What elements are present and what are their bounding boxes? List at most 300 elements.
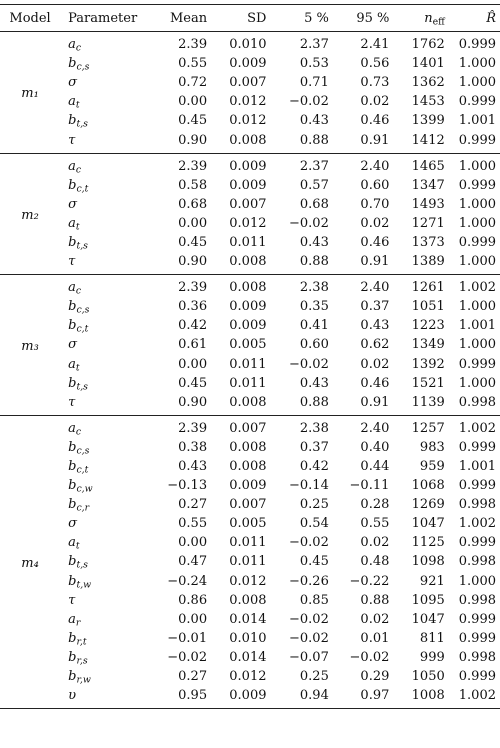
parameter-symbol: τ: [68, 254, 76, 270]
table-row: [0, 415, 500, 438]
parameter-cell: [60, 415, 142, 438]
model-cell: [0, 275, 60, 416]
table-row: [0, 176, 500, 195]
rhat-cell: 1.002: [458, 688, 496, 704]
parameter-symbol: $b_{r,s}$: [68, 649, 88, 667]
p95-cell: 0.02: [360, 356, 390, 372]
mean-cell: 2.39: [178, 420, 208, 436]
p5-cell: 0.25: [299, 669, 329, 685]
header-rhat: [451, 5, 500, 32]
mean-cell: −0.13: [167, 478, 208, 494]
table-row: [0, 572, 500, 591]
mean-cell: −0.01: [167, 630, 208, 646]
rhat-cell: 1.000: [458, 254, 496, 270]
table-row: [0, 54, 500, 73]
parameter-cell: [60, 629, 142, 648]
mean-cell: 2.39: [178, 158, 208, 174]
parameter-symbol: σ: [68, 337, 77, 353]
p5-cell: 0.94: [299, 688, 329, 704]
rhat-symbol: R̂: [486, 10, 496, 26]
parameter-symbol: τ: [68, 592, 76, 608]
sd-cell: 0.012: [229, 669, 267, 685]
p5-cell: −0.02: [289, 94, 329, 110]
table-row: [0, 476, 500, 495]
neff-cell: 1271: [411, 215, 445, 231]
rhat-cell: 1.002: [458, 420, 496, 436]
rhat-cell: 1.000: [458, 299, 496, 315]
sd-cell: 0.012: [229, 573, 267, 589]
mean-cell: −0.24: [167, 573, 208, 589]
p5-cell: 0.42: [299, 459, 329, 475]
parameter-symbol: σ: [68, 516, 77, 532]
sd-cell: 0.008: [229, 592, 267, 608]
rhat-cell: 1.001: [458, 318, 496, 334]
parameter-cell: [60, 32, 142, 55]
p5-cell: −0.14: [289, 478, 329, 494]
table-row: [0, 438, 500, 457]
table-row: [0, 355, 500, 374]
p5-cell: 0.41: [299, 318, 329, 334]
sd-cell: 0.010: [229, 630, 267, 646]
neff-cell: 1392: [411, 356, 445, 372]
table-row: [0, 533, 500, 552]
p95-cell: 0.46: [360, 234, 390, 250]
sd-cell: 0.010: [229, 37, 267, 53]
neff-cell: 1008: [411, 688, 445, 704]
p95-cell: 0.43: [360, 318, 390, 334]
table-row: [0, 393, 500, 416]
p5-cell: 0.57: [299, 177, 329, 193]
p95-cell: 0.01: [360, 630, 390, 646]
parameter-symbol: $b_{c,t}$: [68, 318, 89, 335]
neff-cell: 1399: [411, 113, 445, 129]
neff-cell: 1098: [411, 554, 445, 570]
header-p95: 95 %: [335, 5, 396, 32]
rhat-cell: 1.000: [458, 75, 496, 91]
sd-cell: 0.008: [229, 439, 267, 455]
header-sd: SD: [213, 5, 272, 32]
sd-cell: 0.012: [229, 215, 267, 231]
p95-cell: 0.91: [360, 394, 390, 410]
parameter-symbol: $b_{c,w}$: [68, 478, 93, 495]
mean-cell: 2.39: [178, 280, 208, 296]
p95-cell: −0.11: [349, 478, 390, 494]
parameter-symbol: $b_{r,t}$: [68, 630, 87, 648]
p95-cell: 0.02: [360, 535, 390, 551]
neff-cell: 1095: [411, 592, 445, 608]
parameter-symbol: $a_c$: [68, 37, 82, 54]
p5-cell: 0.53: [299, 56, 329, 72]
header-row: [0, 5, 500, 32]
table-header: [0, 5, 500, 32]
mean-cell: 0.45: [178, 375, 208, 391]
model-cell: [0, 415, 60, 708]
parameter-symbol: $b_{c,t}$: [68, 459, 89, 476]
parameter-symbol: $a_c$: [68, 280, 82, 297]
table-row: [0, 686, 500, 709]
p95-cell: 0.48: [360, 554, 390, 570]
mean-cell: 0.00: [178, 356, 208, 372]
sd-cell: 0.008: [229, 132, 267, 148]
header-neff: [395, 5, 450, 32]
rhat-cell: 0.998: [458, 394, 496, 410]
parameter-cell: [60, 533, 142, 552]
sd-cell: 0.009: [229, 478, 267, 494]
table-row: [0, 335, 500, 354]
neff-cell: 1362: [411, 75, 445, 91]
neff-cell: 1349: [411, 337, 445, 353]
parameter-cell: [60, 476, 142, 495]
parameter-symbol: $b_{t,s}$: [68, 375, 88, 393]
model-label: m₁: [21, 86, 39, 102]
header-model: Model: [0, 5, 60, 32]
p5-cell: 0.54: [299, 516, 329, 532]
p5-cell: 0.85: [299, 592, 329, 608]
p95-cell: 0.02: [360, 215, 390, 231]
p95-cell: 0.73: [360, 75, 390, 91]
neff-cell: 1139: [411, 394, 445, 410]
parameter-symbol: $a_c$: [68, 158, 82, 176]
parameter-cell: [60, 686, 142, 709]
table-row: [0, 552, 500, 571]
p5-cell: 0.60: [299, 337, 329, 353]
parameter-symbol: σ: [68, 196, 77, 212]
table-row: [0, 233, 500, 252]
table-row: [0, 92, 500, 111]
model-label: m₄: [21, 555, 39, 571]
sd-cell: 0.008: [229, 280, 267, 296]
neff-cell: 999: [419, 649, 445, 665]
p95-cell: 2.41: [360, 37, 390, 53]
p5-cell: 0.35: [299, 299, 329, 315]
neff-cell: 1465: [411, 158, 445, 174]
neff-cell: 921: [419, 573, 445, 589]
table-row: [0, 111, 500, 130]
parameter-cell: [60, 92, 142, 111]
model-group: [0, 32, 500, 154]
rhat-cell: 0.999: [458, 669, 496, 685]
parameter-symbol: $b_{c,s}$: [68, 56, 90, 73]
rhat-cell: 1.000: [458, 375, 496, 391]
neff-cell: 1347: [411, 177, 445, 193]
sd-cell: 0.009: [229, 688, 267, 704]
neff-cell: 1047: [411, 516, 445, 532]
rhat-cell: 1.000: [458, 158, 496, 174]
model-label: m₂: [21, 207, 39, 223]
table-row: [0, 667, 500, 686]
neff-cell: 1125: [411, 535, 445, 551]
p95-cell: 0.60: [360, 177, 390, 193]
sd-cell: 0.011: [229, 535, 267, 551]
p5-cell: −0.02: [289, 356, 329, 372]
rhat-cell: 0.999: [458, 177, 496, 193]
mean-cell: 0.00: [178, 215, 208, 231]
model-cell: [0, 153, 60, 275]
rhat-cell: 1.000: [458, 215, 496, 231]
mean-cell: 0.95: [178, 688, 208, 704]
sd-cell: 0.005: [229, 337, 267, 353]
table-row: [0, 648, 500, 667]
rhat-cell: 0.999: [458, 132, 496, 148]
parameter-cell: [60, 297, 142, 316]
parameter-cell: [60, 153, 142, 176]
p5-cell: 0.25: [299, 497, 329, 513]
rhat-cell: 0.999: [458, 356, 496, 372]
rhat-cell: 0.999: [458, 630, 496, 646]
p5-cell: 2.37: [299, 37, 329, 53]
neff-cell: 1051: [411, 299, 445, 315]
parameter-symbol: $a_c$: [68, 420, 82, 438]
mean-cell: 0.58: [178, 177, 208, 193]
header-mean: Mean: [142, 5, 213, 32]
sd-cell: 0.007: [229, 196, 267, 212]
neff-cell: 1269: [411, 497, 445, 513]
parameter-cell: [60, 374, 142, 393]
rhat-cell: 1.002: [458, 516, 496, 532]
parameter-symbol: $b_{c,s}$: [68, 439, 90, 457]
p95-cell: −0.22: [349, 573, 390, 589]
p95-cell: 0.28: [360, 497, 390, 513]
p95-cell: 0.97: [360, 688, 390, 704]
model-cell: [0, 32, 60, 154]
table-row: [0, 374, 500, 393]
rhat-cell: 0.998: [458, 497, 496, 513]
rhat-cell: 0.999: [458, 439, 496, 455]
p5-cell: −0.02: [289, 215, 329, 231]
rhat-cell: 0.998: [458, 592, 496, 608]
neff-cell: 1223: [411, 318, 445, 334]
sd-cell: 0.009: [229, 158, 267, 174]
parameter-symbol: $b_{r,w}$: [68, 669, 91, 686]
parameter-cell: [60, 514, 142, 533]
parameter-cell: [60, 111, 142, 130]
parameter-symbol: $a_t$: [68, 94, 80, 111]
sd-cell: 0.009: [229, 318, 267, 334]
parameter-cell: [60, 393, 142, 416]
p5-cell: 0.43: [299, 234, 329, 250]
p5-cell: 0.88: [299, 394, 329, 410]
table-row: [0, 275, 500, 298]
parameter-cell: [60, 648, 142, 667]
table-row: [0, 514, 500, 533]
mean-cell: 0.36: [178, 299, 208, 315]
p95-cell: 2.40: [360, 280, 390, 296]
parameter-cell: [60, 195, 142, 214]
parameter-cell: [60, 495, 142, 514]
mean-cell: 0.55: [178, 516, 208, 532]
parameter-cell: [60, 176, 142, 195]
sd-cell: 0.007: [229, 75, 267, 91]
rhat-cell: 0.999: [458, 611, 496, 627]
mean-cell: 0.68: [178, 196, 208, 212]
table-row: [0, 130, 500, 153]
sd-cell: 0.012: [229, 113, 267, 129]
p5-cell: 2.38: [299, 420, 329, 436]
model-group: [0, 275, 500, 416]
mean-cell: 2.39: [178, 37, 208, 53]
model-group: [0, 415, 500, 708]
sd-cell: 0.014: [229, 611, 267, 627]
neff-cell: 1762: [411, 37, 445, 53]
p5-cell: 0.88: [299, 132, 329, 148]
table-row: [0, 195, 500, 214]
parameter-cell: [60, 591, 142, 610]
p5-cell: −0.26: [289, 573, 329, 589]
mean-cell: 0.42: [178, 318, 208, 334]
posterior-summary-table: [0, 4, 500, 709]
p5-cell: 0.68: [299, 196, 329, 212]
rhat-cell: 0.999: [458, 94, 496, 110]
parameter-symbol: $a_t$: [68, 215, 80, 233]
sd-cell: 0.011: [229, 234, 267, 250]
neff-cell: 1261: [411, 280, 445, 296]
sd-cell: 0.009: [229, 177, 267, 193]
p95-cell: 0.29: [360, 669, 390, 685]
rhat-cell: 0.999: [458, 478, 496, 494]
mean-cell: 0.90: [178, 394, 208, 410]
sd-cell: 0.007: [229, 497, 267, 513]
table-row: [0, 495, 500, 514]
mean-cell: 0.00: [178, 94, 208, 110]
p5-cell: 0.43: [299, 113, 329, 129]
p95-cell: 0.62: [360, 337, 390, 353]
mean-cell: 0.72: [178, 75, 208, 91]
table-row: [0, 252, 500, 275]
table-row: [0, 153, 500, 176]
parameter-symbol: τ: [68, 132, 76, 148]
mean-cell: −0.02: [167, 649, 208, 665]
mean-cell: 0.43: [178, 459, 208, 475]
parameter-cell: [60, 233, 142, 252]
p95-cell: 0.40: [360, 439, 390, 455]
parameter-cell: [60, 457, 142, 476]
p95-cell: 0.46: [360, 375, 390, 391]
p95-cell: 0.91: [360, 254, 390, 270]
rhat-cell: 1.000: [458, 573, 496, 589]
sd-cell: 0.008: [229, 459, 267, 475]
mean-cell: 0.47: [178, 554, 208, 570]
parameter-symbol: $b_{c,s}$: [68, 299, 90, 316]
parameter-symbol: $b_{t,w}$: [68, 573, 92, 591]
mean-cell: 0.27: [178, 497, 208, 513]
sd-cell: 0.011: [229, 554, 267, 570]
header-p5: 5 %: [273, 5, 335, 32]
p95-cell: −0.02: [349, 649, 390, 665]
p95-cell: 0.02: [360, 94, 390, 110]
header-parameter: Parameter: [60, 5, 142, 32]
table-row: [0, 591, 500, 610]
sd-cell: 0.011: [229, 356, 267, 372]
model-group: [0, 153, 500, 275]
p5-cell: −0.07: [289, 649, 329, 665]
mean-cell: 0.45: [178, 234, 208, 250]
p5-cell: 0.45: [299, 554, 329, 570]
neff-cell: 1047: [411, 611, 445, 627]
neff-cell: 1257: [411, 420, 445, 436]
p95-cell: 2.40: [360, 158, 390, 174]
p5-cell: 0.88: [299, 254, 329, 270]
p5-cell: −0.02: [289, 611, 329, 627]
sd-cell: 0.011: [229, 375, 267, 391]
p95-cell: 0.88: [360, 592, 390, 608]
rhat-cell: 1.002: [458, 280, 496, 296]
sd-cell: 0.007: [229, 420, 267, 436]
neff-cell: 1412: [411, 132, 445, 148]
parameter-symbol: $a_t$: [68, 535, 80, 552]
neff-cell: 1389: [411, 254, 445, 270]
table-row: [0, 316, 500, 335]
rhat-cell: 0.999: [458, 535, 496, 551]
mean-cell: 0.90: [178, 254, 208, 270]
parameter-cell: [60, 73, 142, 92]
rhat-cell: 1.000: [458, 56, 496, 72]
neff-cell: 1050: [411, 669, 445, 685]
sd-cell: 0.009: [229, 56, 267, 72]
parameter-symbol: $a_t$: [68, 356, 80, 374]
mean-cell: 0.45: [178, 113, 208, 129]
p95-cell: 0.55: [360, 516, 390, 532]
rhat-cell: 0.998: [458, 649, 496, 665]
p95-cell: 0.44: [360, 459, 390, 475]
sd-cell: 0.014: [229, 649, 267, 665]
parameter-symbol: $b_{t,s}$: [68, 113, 88, 131]
parameter-cell: [60, 438, 142, 457]
neff-cell: 1401: [411, 56, 445, 72]
rhat-cell: 1.000: [458, 196, 496, 212]
table-row: [0, 457, 500, 476]
mean-cell: 0.27: [178, 669, 208, 685]
neff-cell: 811: [419, 630, 445, 646]
mean-cell: 0.61: [178, 337, 208, 353]
parameter-symbol: $b_{c,r}$: [68, 497, 90, 514]
p95-cell: 2.40: [360, 420, 390, 436]
parameter-symbol: τ: [68, 394, 76, 410]
mean-cell: 0.86: [178, 592, 208, 608]
p5-cell: 0.71: [299, 75, 329, 91]
table-row: [0, 32, 500, 55]
parameter-cell: [60, 552, 142, 571]
sd-cell: 0.008: [229, 394, 267, 410]
sd-cell: 0.012: [229, 94, 267, 110]
parameter-cell: [60, 130, 142, 153]
p95-cell: 0.70: [360, 196, 390, 212]
table-row: [0, 214, 500, 233]
neff-cell: 1521: [411, 375, 445, 391]
neff-cell: 1453: [411, 94, 445, 110]
parameter-symbol: υ: [68, 688, 77, 704]
parameter-cell: [60, 275, 142, 298]
mean-cell: 0.38: [178, 439, 208, 455]
parameter-cell: [60, 214, 142, 233]
rhat-cell: 0.999: [458, 234, 496, 250]
model-label: m₃: [21, 338, 39, 354]
parameter-cell: [60, 252, 142, 275]
table-row: [0, 610, 500, 629]
parameter-cell: [60, 335, 142, 354]
parameter-symbol: $b_{c,t}$: [68, 177, 89, 195]
neff-cell: 959: [419, 459, 445, 475]
rhat-cell: 0.998: [458, 554, 496, 570]
p5-cell: 0.37: [299, 439, 329, 455]
sd-cell: 0.008: [229, 254, 267, 270]
p5-cell: 2.38: [299, 280, 329, 296]
p95-cell: 0.56: [360, 56, 390, 72]
mean-cell: 0.00: [178, 611, 208, 627]
p95-cell: 0.91: [360, 132, 390, 148]
parameter-symbol: $b_{t,s}$: [68, 234, 88, 252]
parameter-cell: [60, 54, 142, 73]
table-row: [0, 73, 500, 92]
